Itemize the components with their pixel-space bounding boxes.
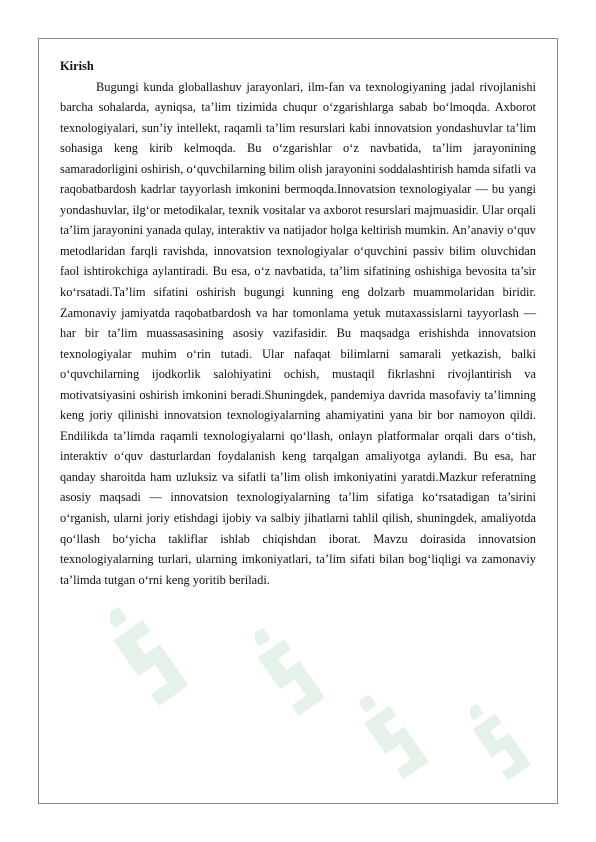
document-body xyxy=(60,56,536,590)
section-heading: Kirish xyxy=(60,59,94,73)
intro-paragraph: Bugungi kunda globallashuv jarayonlari, ilm-fan va texnologiyaning jadal rivojlanishi barcha sohalarda, ayniqsa, ta’lim tizimida chuqur o‘zgarishlarga sabab bo‘lmoqda. Axborot texnologiyalari, sun’iy intellekt, raqamli ta’lim resurslari kabi innovatsion yondashuvlar ta’lim sohasiga keng kirib kelmoqda. Bu o‘zgarishlar o‘z navbatida, ta’lim jarayonining samaradorligini oshirish, o‘quvchilarning bilim olish jarayonini soddalashtirish hamda sifatli va raqobatbardosh kadrlar tayyorlash imkonini bermoqda.Innovatsion texnologiyalar — bu yangi yondashuvlar, ilg‘or metodikalar, texnik vositalar va axborot resurslari majmuasidir. Ular orqali ta’lim jarayonini yanada qulay, interaktiv va natijador holga keltirish mumkin. An’anaviy o‘quv metodlaridan farqli ravishda, innovatsion texnologiyalar o‘quvchini passiv bilim oluvchidan faol ishtirokchiga aylantiradi. Bu esa, o‘z navbatida, ta’lim sifatining oshishiga bevosita ta’sir ko‘rsatadi.Ta’lim sifatini oshirish bugungi kunning eng dolzarb muammolaridan biridir. Zamonaviy jamiyatda raqobatbardosh va har tomonlama yetuk mutaxassislarni tayyorlash — har bir ta’lim muassasasining asosiy vazifasidir. Bu maqsadga erishishda innovatsion texnologiyalar muhim o‘rin tutadi. Ular nafaqat bilimlarni samarali yetkazish, balki o‘quvchilarning ijodkorlik salohiyatini ochish, mustaqil fikrlashni rivojlantirish va motivatsiyasini oshirish imkonini beradi.Shuningdek, pandemiya davrida masofaviy ta’limning keng joriy qilinishi innovatsion texnologiyalarning ahamiyatini yana bir bor namoyon qildi. Endilikda ta’limda raqamli texnologiyalarni qo‘llash, onlayn platformalar orqali dars o‘tish, interaktiv o‘quv dasturlardan foydalanish keng tarqalgan amaliyotga aylandi. Bu esa, har qanday sharoitda ham uzluksiz va sifatli ta’lim olish imkoniyatini yaratdi.Mazkur referatning asosiy maqsadi — innovatsion texnologiyalarning ta’lim sifatiga ko‘rsatadigan ta’sirini o‘rganish, ularni joriy etishdagi ijobiy va salbiy jihatlarni tahlil qilish, shuningdek, amaliyotda qo‘llash bo‘yicha takliflar ishlab chiqishdan iborat. Mavzu doirasida innovatsion texnologiyalarning turlari, ularning imkoniyatlari, ta’lim sifati bilan bog‘liqligi va zamonaviy ta’limda tutgan o‘rni keng yoritib beriladi. xyxy=(60,79,536,587)
